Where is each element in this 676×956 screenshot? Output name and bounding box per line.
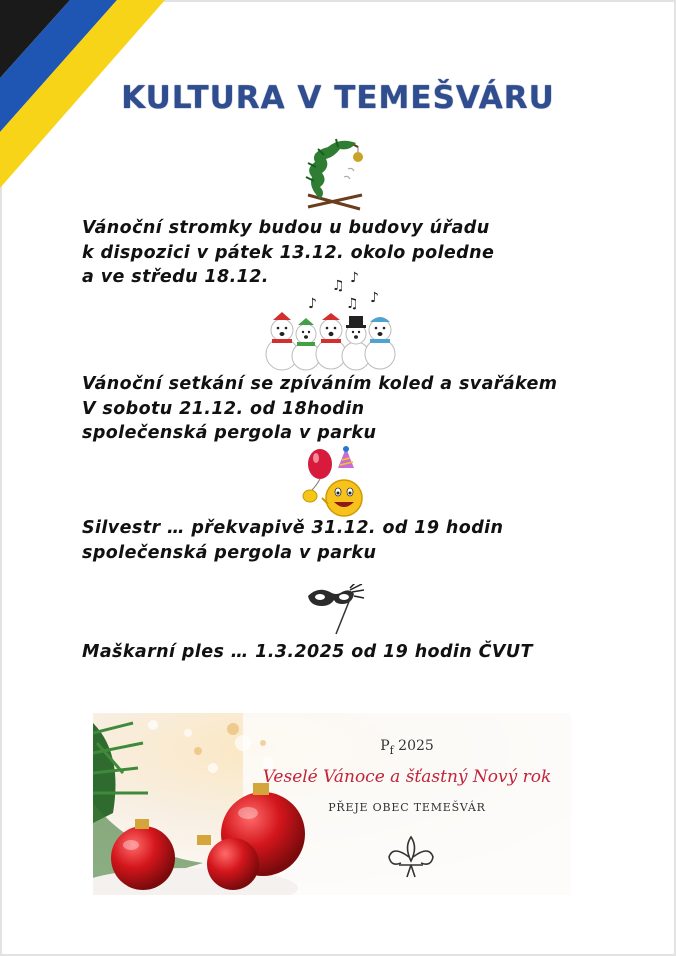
event-line: V sobotu 21.12. od 18hodin — [82, 398, 365, 419]
page-title: KULTURA V TEMEŠVÁRU — [121, 80, 555, 116]
pf-2025 — [243, 738, 571, 757]
christmas-tree-icon — [300, 137, 370, 214]
event-carols — [82, 372, 557, 446]
event-masquerade — [82, 640, 533, 665]
event-line: a ve středu 18.12. — [82, 267, 269, 287]
event-line: Maškarní ples … 1.3.2025 od 19 hodin ČVUT — [82, 642, 533, 662]
svg-text:♫: ♫ — [332, 278, 345, 294]
event-silvestr — [82, 516, 503, 565]
svg-text:♫: ♫ — [346, 296, 359, 312]
pf-sub: f — [389, 743, 394, 757]
greeting-text: Veselé Vánoce a šťastný Nový rok — [262, 767, 552, 787]
party-smiley-icon — [298, 446, 368, 518]
carnival-mask-icon — [306, 584, 366, 636]
event-line: Vánoční setkání se zpíváním koled a svařákem — [82, 374, 558, 394]
event-line: Silvestr … překvapivě 31.12. od 19 hodin — [82, 518, 504, 538]
christmas-banner — [93, 713, 571, 895]
pf-main: P — [380, 738, 390, 754]
event-line: společenská pergola v parku — [82, 423, 377, 443]
event-line: společenská pergola v parku — [82, 542, 377, 563]
snowmen-choir-icon — [258, 268, 403, 374]
svg-text:♪: ♪ — [350, 270, 359, 286]
event-line: Vánoční stromky budou u budovy úřadu — [82, 218, 490, 238]
wishes-text: PŘEJE OBEC TEMEŠVÁR — [328, 801, 486, 814]
pf-year: 2025 — [398, 738, 434, 754]
svg-text:♪: ♪ — [370, 290, 379, 306]
event-line: k dispozici v pátek 13.12. okolo poledne — [82, 242, 495, 263]
svg-text:♪: ♪ — [308, 296, 317, 312]
